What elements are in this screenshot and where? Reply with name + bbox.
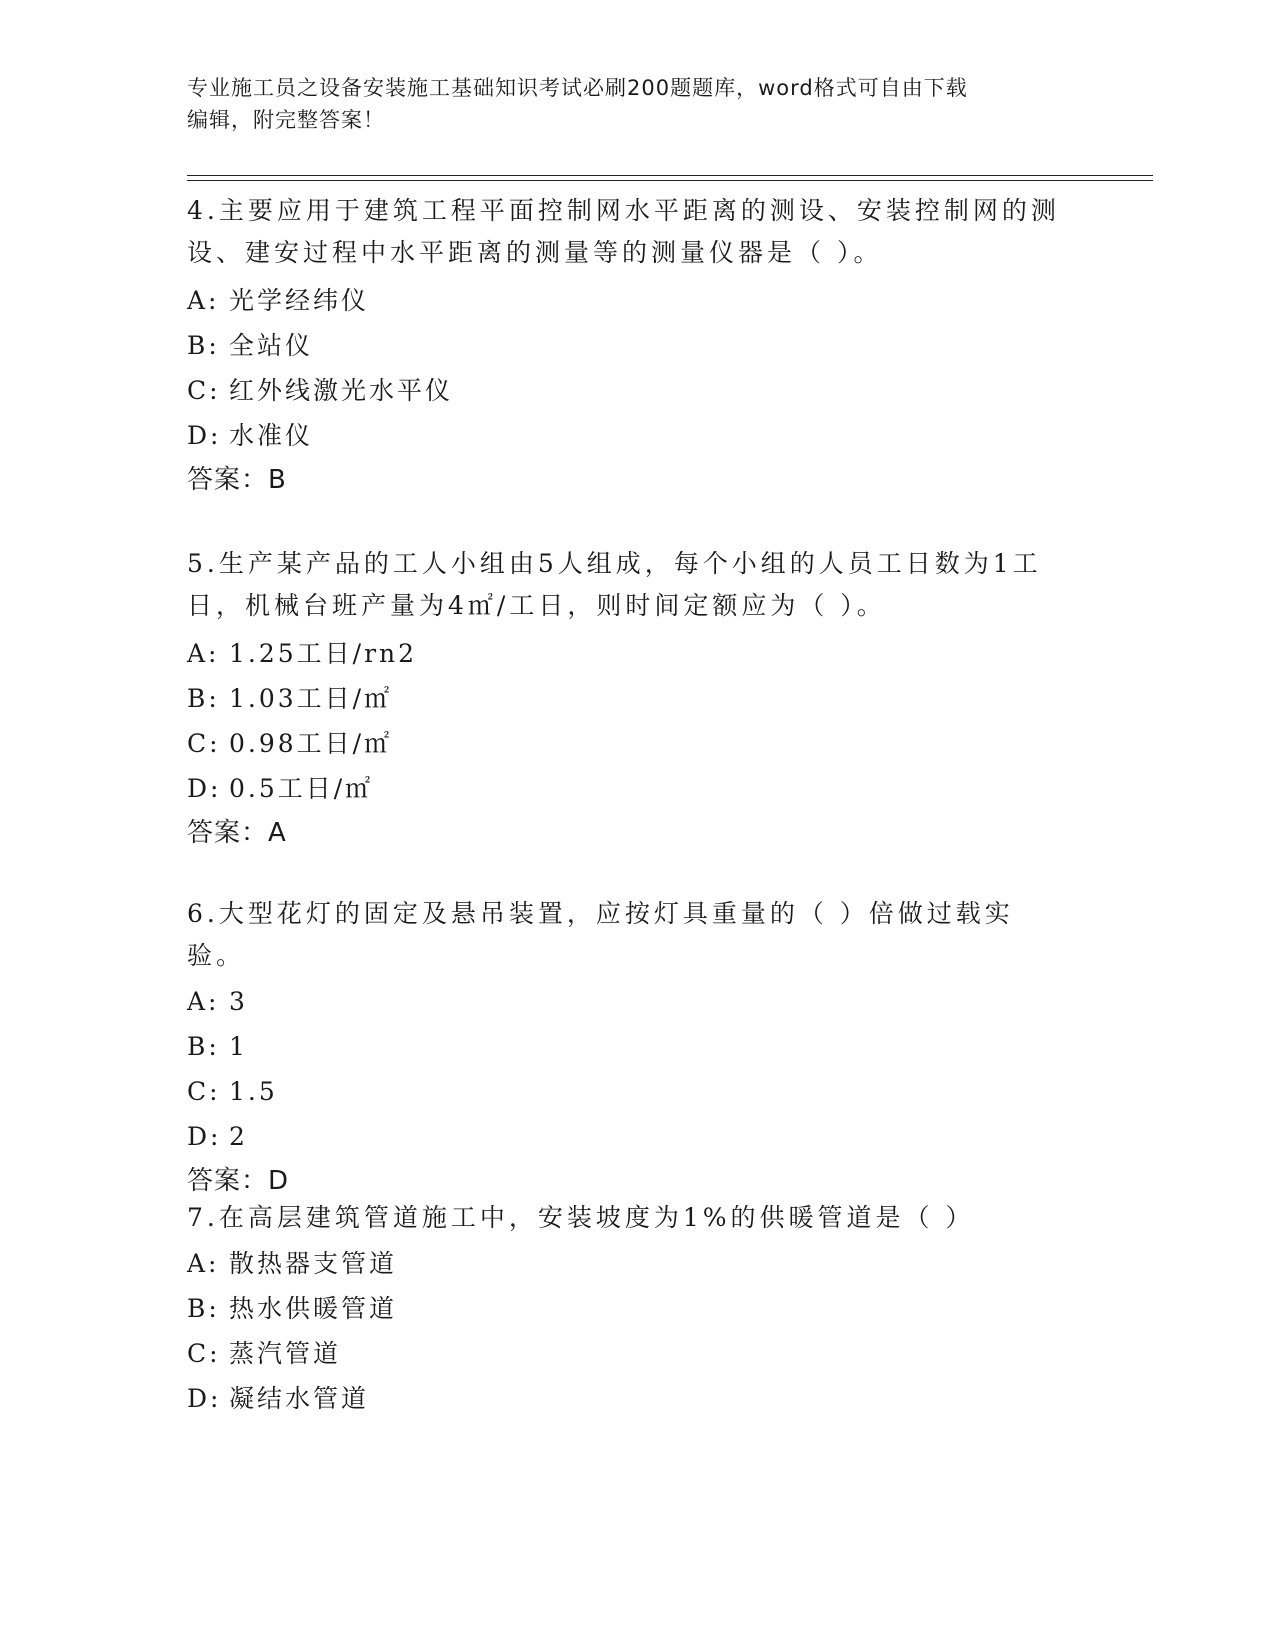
option-d — [187, 766, 1067, 811]
option-letter: C: — [187, 1339, 221, 1368]
option-text: 热水供暖管道 — [229, 1294, 398, 1323]
option-letter: D: — [187, 774, 222, 803]
answer-line: 答案：A — [187, 818, 287, 848]
option-b — [187, 1024, 1067, 1069]
option-c — [187, 1331, 1067, 1376]
option-b — [187, 1286, 1067, 1331]
option-text: 全站仪 — [229, 331, 314, 360]
header-title-line-2: 编辑，附完整答案！ — [187, 108, 385, 132]
option-d — [187, 413, 1067, 458]
option-text: 2 — [229, 1122, 248, 1151]
option-letter: A: — [187, 1249, 220, 1278]
option-text: 0.98工日/㎡ — [229, 729, 393, 758]
question-block — [187, 1197, 1067, 1421]
answer-line: 答案：B — [187, 465, 287, 495]
option-letter: D: — [187, 421, 222, 450]
option-letter: A: — [187, 639, 220, 668]
option-text: 凝结水管道 — [229, 1384, 370, 1413]
header-divider-top — [187, 175, 1153, 176]
question-block — [187, 190, 1067, 503]
answer-line: 答案：D — [187, 1166, 290, 1196]
option-b — [187, 676, 1067, 721]
option-letter: D: — [187, 1122, 222, 1151]
option-text: 散热器支管道 — [229, 1249, 398, 1278]
option-c — [187, 368, 1067, 413]
option-letter: C: — [187, 729, 221, 758]
option-letter: B: — [187, 684, 220, 713]
option-text: 1.03工日/㎡ — [229, 684, 393, 713]
question-block — [187, 893, 1067, 1204]
option-b — [187, 323, 1067, 368]
option-letter: B: — [187, 1294, 220, 1323]
question-stem: 5.生产某产品的工人小组由5人组成，每个小组的人员工日数为1工日，机械台班产量为4㎡/工日，则时间定额应为（ ）。 — [187, 549, 1042, 620]
header-divider-bottom — [187, 180, 1153, 181]
option-text: 光学经纬仪 — [229, 286, 370, 315]
question-block — [187, 543, 1067, 856]
question-stem: 4.主要应用于建筑工程平面控制网水平距离的测设、安装控制网的测设、建安过程中水平距离的测量等的测量仪器是（ ）。 — [187, 196, 1060, 267]
option-letter: A: — [187, 286, 220, 315]
question-stem: 7.在高层建筑管道施工中，安装坡度为1%的供暖管道是（ ） — [187, 1203, 975, 1232]
option-text: 水准仪 — [229, 421, 314, 450]
option-letter: C: — [187, 376, 221, 405]
document-header — [187, 72, 1087, 136]
option-letter: B: — [187, 331, 220, 360]
option-d — [187, 1376, 1067, 1421]
option-text: 1.5 — [229, 1077, 278, 1106]
option-text: 0.5工日/㎡ — [229, 774, 374, 803]
option-text: 红外线激光水平仪 — [229, 376, 454, 405]
option-a — [187, 631, 1067, 676]
option-c — [187, 721, 1067, 766]
option-letter: C: — [187, 1077, 221, 1106]
option-d — [187, 1114, 1067, 1159]
option-letter: A: — [187, 987, 220, 1016]
header-title-line-1: 专业施工员之设备安装施工基础知识考试必刷200题题库，word格式可自由下载 — [187, 76, 968, 100]
option-text: 3 — [229, 987, 248, 1016]
option-a — [187, 979, 1067, 1024]
option-c — [187, 1069, 1067, 1114]
option-text: 蒸汽管道 — [229, 1339, 342, 1368]
question-stem: 6.大型花灯的固定及悬吊装置，应按灯具重量的（ ）倍做过载实验。 — [187, 899, 1014, 970]
option-text: 1 — [229, 1032, 248, 1061]
option-a — [187, 278, 1067, 323]
option-letter: D: — [187, 1384, 222, 1413]
option-letter: B: — [187, 1032, 220, 1061]
option-text: 1.25工日/rn2 — [229, 639, 418, 668]
option-a — [187, 1241, 1067, 1286]
